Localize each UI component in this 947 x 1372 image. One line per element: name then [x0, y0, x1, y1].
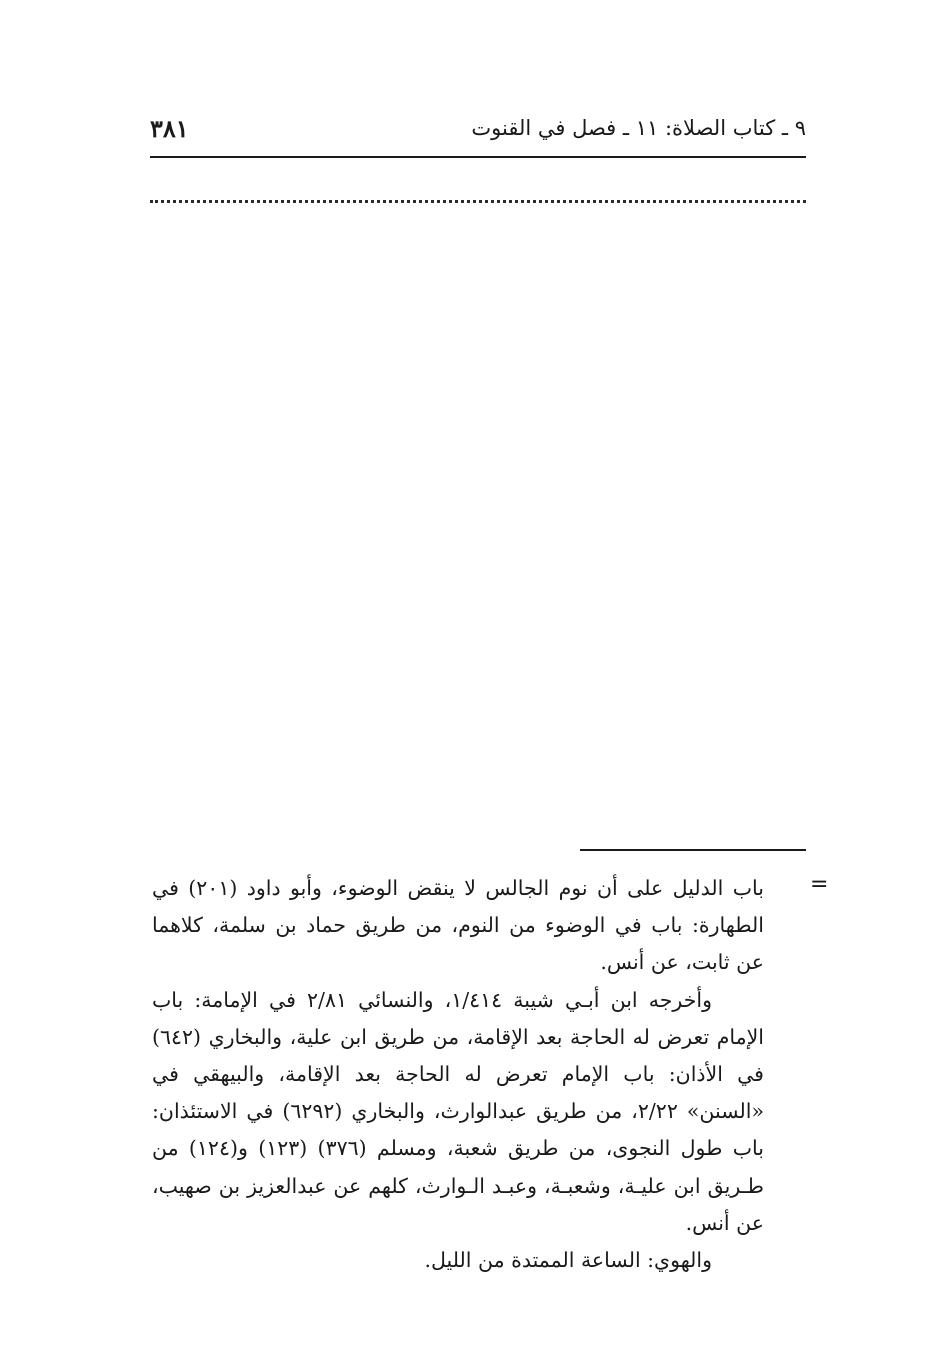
- footnote-block: [152, 870, 764, 1279]
- continuation-mark: =: [810, 872, 829, 897]
- running-header: [150, 112, 806, 152]
- footnote-rule: [580, 849, 806, 851]
- page-number: ٣٨١: [150, 114, 189, 143]
- footnote-paragraph: وأخرجه ابن أبـي شيبة ١/٤١٤، والنسائي ٢/٨١ في الإمامة: باب الإمام تعرض له الحاجة بعد الإقامة، من طريق ابن علية، والبخاري (٦٤٢) في الأذان: باب الإمام تعرض له الحاجة بعد الإقامة، والبيهقي في «السنن» ٢/٢٢، من طريق عبدالوارث، والبخاري (٦٢٩٢) في الاستئذان: باب طول النجوى، من طريق شعبة، ومسلم (٣٧٦) (١٢٣) و(١٢٤) من طـريق ابن عليـة، وشعبـة، وعبـد الـوارث، كلهم عن عبدالعزيز بن صهيب، عن أنس.: [152, 987, 765, 1235]
- dotted-separator: [150, 200, 806, 203]
- header-rule: [150, 156, 806, 158]
- footnote-paragraph: والهوي: الساعة الممتدة من الليل.: [424, 1248, 712, 1273]
- chapter-title: ٩ ـ كتاب الصلاة: ١١ ـ فصل في القنوت: [471, 116, 806, 140]
- footnote-paragraph: باب الدليل على أن نوم الجالس لا ينقض الوضوء، وأبو داود (٢٠١) في الطهارة: باب في الوضوء من النوم، من طريق حماد بن سلمة، كلاهما عن ثابت، عن أنس.: [152, 876, 764, 975]
